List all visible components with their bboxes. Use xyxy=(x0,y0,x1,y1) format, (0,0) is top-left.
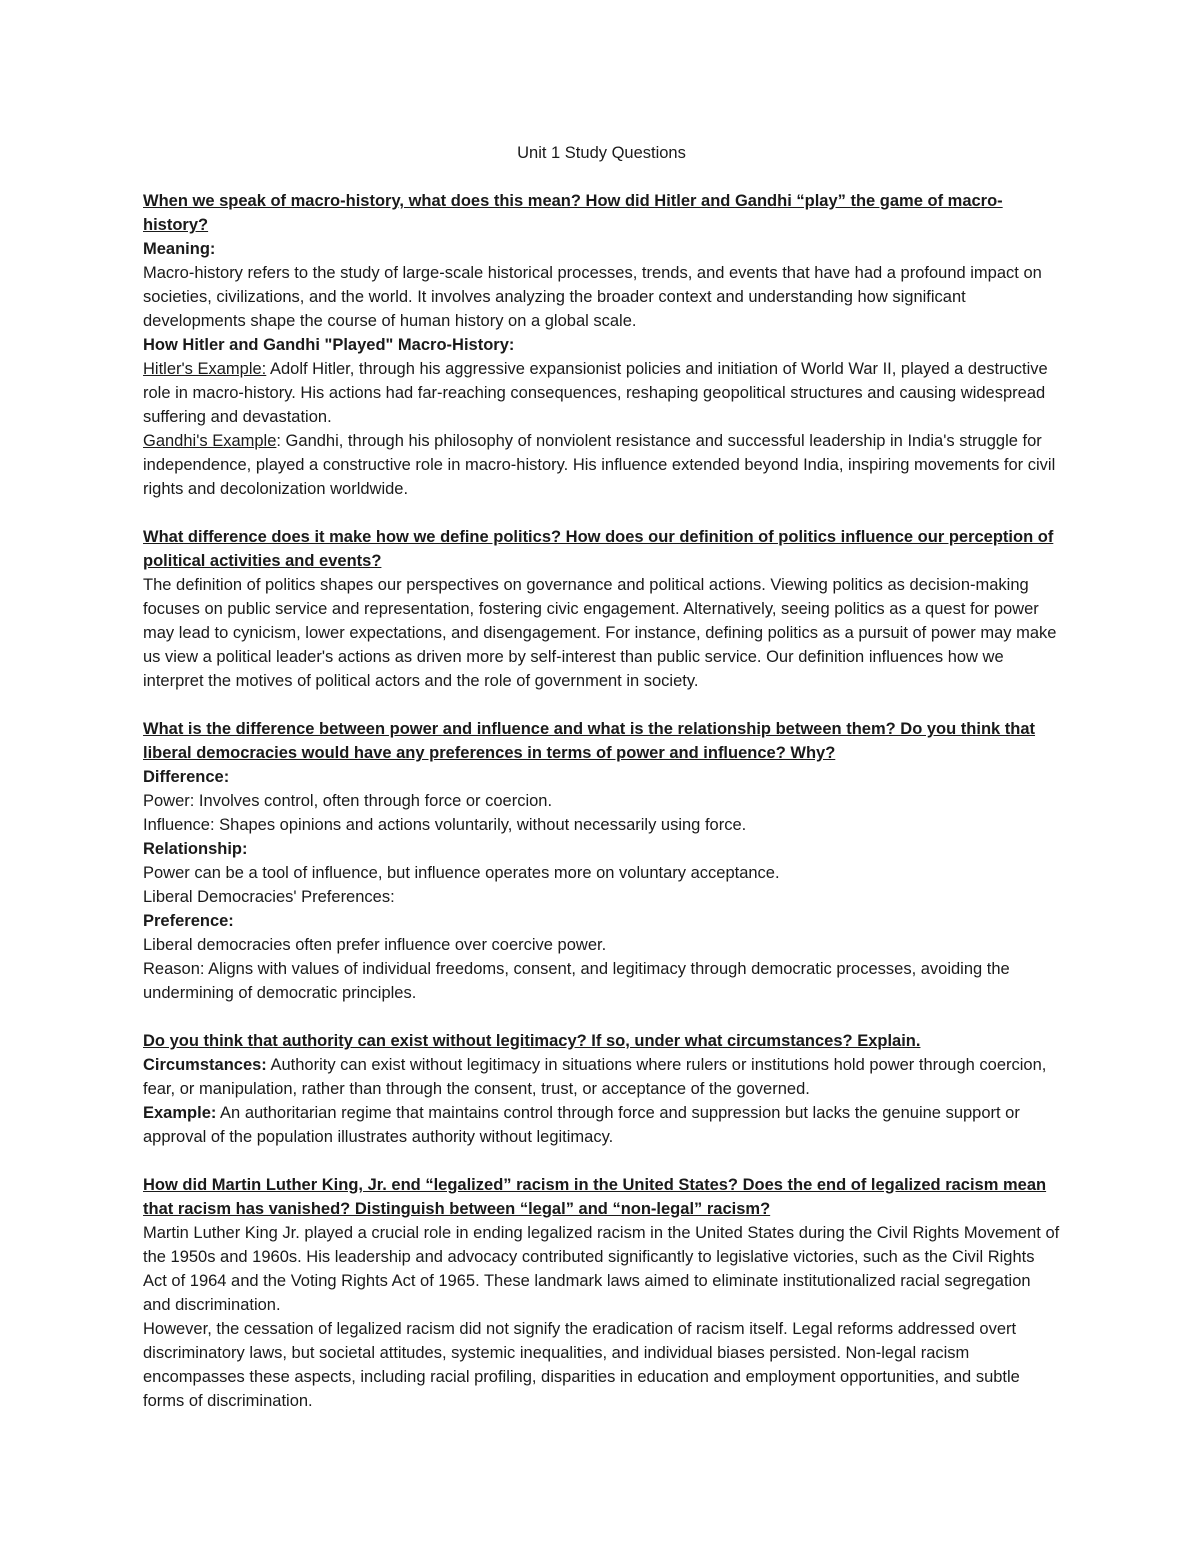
hitler-example-label: Hitler's Example: xyxy=(143,360,267,378)
circumstances-text: Authority can exist without legitimacy in situations where rulers or institutions hold power through coercion, fear, or manipulation, rather than through the consent, trust, or acceptance of the governed. xyxy=(143,1056,1047,1098)
paragraph-gandhi xyxy=(143,429,1060,501)
example-label: Example: xyxy=(143,1104,217,1122)
section-mlk-racism xyxy=(143,1173,1060,1413)
question-heading: What is the difference between power and influence and what is the relationship between them? Do you think that liberal democracies would have any preferences in terms of power and influence? Why? xyxy=(143,720,1036,762)
line-relationship: Power can be a tool of influence, but influence operates more on voluntary acceptance. xyxy=(143,864,780,882)
circumstances-label: Circumstances: xyxy=(143,1056,267,1074)
section-power-influence xyxy=(143,717,1060,1005)
paragraph-mlk-1: Martin Luther King Jr. played a crucial role in ending legalized racism in the United States during the Civil Rights Movement of the 1950s and 1960s. His leadership and advocacy contributed significantly to legislative victories, such as the Civil Rights Act of 1964 and the Voting Rights Act of 1965. These landmark laws aimed to eliminate institutionalized racial segregation and discrimination. xyxy=(143,1224,1060,1314)
subheading-preference: Preference: xyxy=(143,912,234,930)
question-heading: What difference does it make how we define politics? How does our definition of politics influence our perception of political activities and events? xyxy=(143,528,1054,570)
question-heading: How did Martin Luther King, Jr. end “legalized” racism in the United States? Does the end of legalized racism mean that racism has vanished? Distinguish between “legal” and “non-legal” racism? xyxy=(143,1176,1047,1218)
paragraph-meaning: Macro-history refers to the study of large-scale historical processes, trends, and events that have had a profound impact on societies, civilizations, and the world. It involves analyzing the broader context and understanding how significant developments shape the course of human history on a global scale. xyxy=(143,264,1042,330)
section-define-politics xyxy=(143,525,1060,693)
subheading-how-played: How Hitler and Gandhi "Played" Macro-History: xyxy=(143,336,515,354)
page-title: Unit 1 Study Questions xyxy=(517,144,686,162)
section-macro-history xyxy=(143,189,1060,501)
line-influence: Influence: Shapes opinions and actions voluntarily, without necessarily using force. xyxy=(143,816,747,834)
paragraph-hitler xyxy=(143,357,1060,429)
paragraph-example xyxy=(143,1101,1060,1149)
gandhi-example-text: : Gandhi, through his philosophy of nonviolent resistance and successful leadership in India's struggle for independence, played a constructive role in macro-history. His influence extended beyond India, inspiring movements for civil rights and decolonization worldwide. xyxy=(143,432,1056,498)
line-preference: Liberal democracies often prefer influence over coercive power. xyxy=(143,936,607,954)
line-ld-preferences: Liberal Democracies' Preferences: xyxy=(143,888,395,906)
section-authority-legitimacy xyxy=(143,1029,1060,1149)
paragraph-answer: The definition of politics shapes our perspectives on governance and political actions. Viewing politics as decision-making focuses on public service and representation, fostering civic engagement. Alternatively, seeing politics as a quest for power may lead to cynicism, lower expectations, and disengagement. For instance, defining politics as a pursuit of power may make us view a political leader's actions as driven more by self-interest than public service. Our definition influences how we interpret the motives of political actors and the role of government in society. xyxy=(143,576,1057,690)
gandhi-example-label: Gandhi's Example xyxy=(143,432,277,450)
paragraph-circumstances xyxy=(143,1053,1060,1101)
line-power: Power: Involves control, often through force or coercion. xyxy=(143,792,553,810)
subheading-meaning: Meaning: xyxy=(143,240,216,258)
subheading-difference: Difference: xyxy=(143,768,230,786)
subheading-relationship: Relationship: xyxy=(143,840,248,858)
hitler-example-text: Adolf Hitler, through his aggressive expansionist policies and initiation of World War II, played a destructive role in macro-history. His actions had far-reaching consequences, reshaping geopolitical structures and causing widespread suffering and devastation. xyxy=(143,360,1048,426)
example-text: An authoritarian regime that maintains control through force and suppression but lacks the genuine support or approval of the population illustrates authority without legitimacy. xyxy=(143,1104,1020,1146)
question-heading: Do you think that authority can exist without legitimacy? If so, under what circumstances? Explain. xyxy=(143,1032,921,1050)
question-heading: When we speak of macro-history, what does this mean? How did Hitler and Gandhi “play” the game of macro-history? xyxy=(143,192,1003,234)
line-reason: Reason: Aligns with values of individual freedoms, consent, and legitimacy through democratic processes, avoiding the undermining of democratic principles. xyxy=(143,960,1010,1002)
paragraph-mlk-2: However, the cessation of legalized racism did not signify the eradication of racism itself. Legal reforms addressed overt discriminatory laws, but societal attitudes, systemic inequalities, and individual biases persisted. Non-legal racism encompasses these aspects, including racial profiling, disparities in education and employment opportunities, and subtle forms of discrimination. xyxy=(143,1320,1020,1410)
